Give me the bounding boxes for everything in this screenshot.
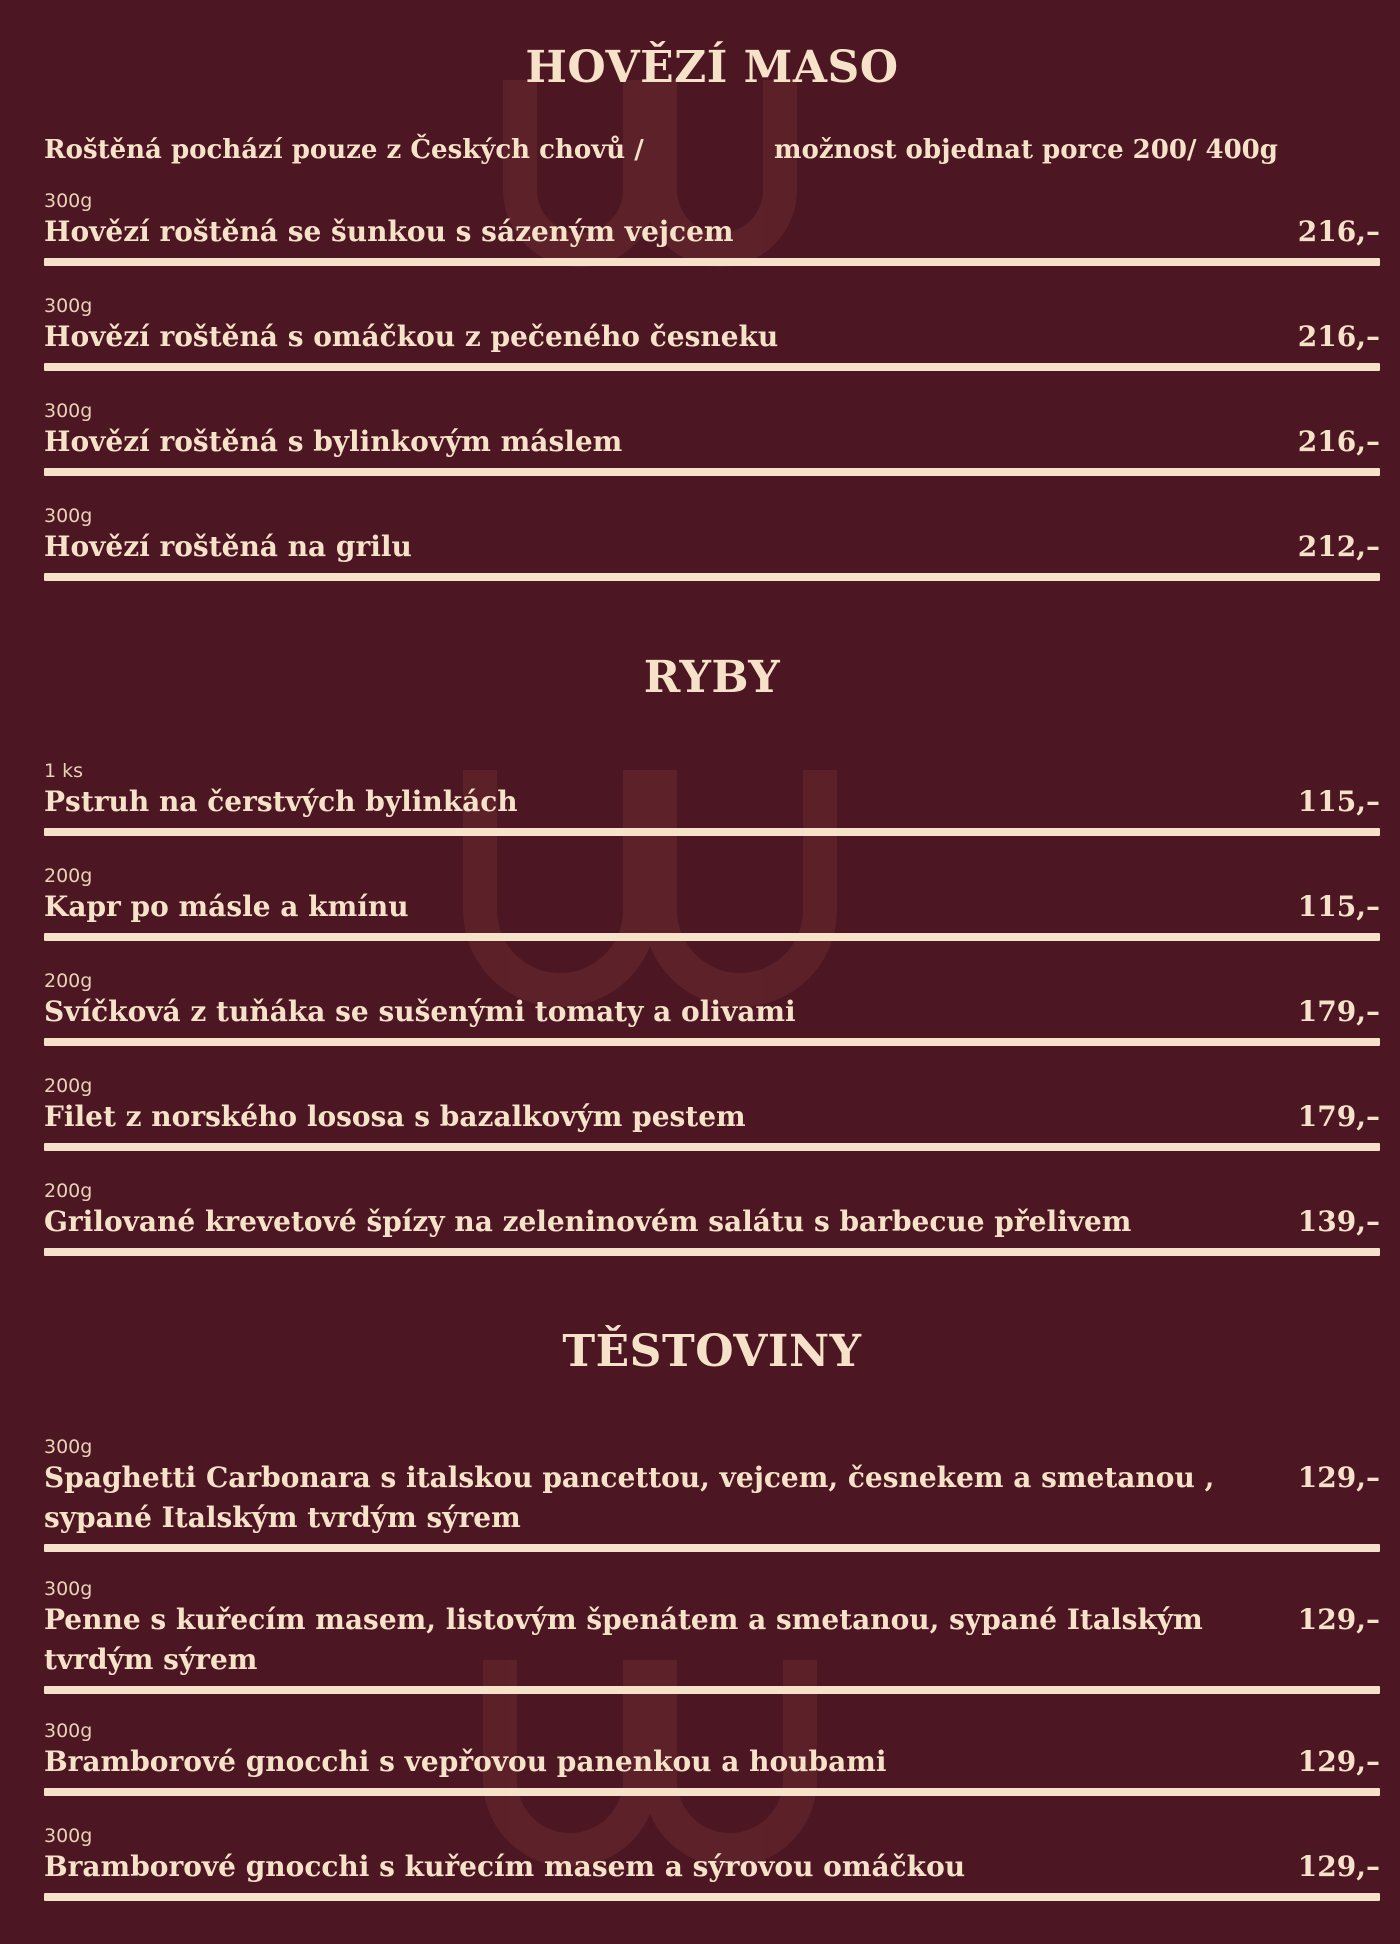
note-portions: možnost objednat porce 200/ 400g	[774, 135, 1278, 165]
divider	[44, 1893, 1380, 1901]
item-name: Penne s kuřecím masem, listovým špenátem a smetanou, sypané Italským tvrdým sýrem	[44, 1603, 1203, 1676]
item-portion: 1 ks	[44, 760, 84, 782]
divider	[44, 573, 1380, 581]
divider	[44, 1038, 1380, 1046]
section-title: RYBY	[643, 652, 781, 703]
item-portion: 300g	[44, 505, 93, 527]
item-portion: 300g	[44, 190, 93, 212]
item-price: 129,–	[1297, 1745, 1380, 1778]
item-price: 216,–	[1297, 215, 1380, 248]
item-portion: 200g	[44, 1075, 93, 1097]
divider	[44, 363, 1380, 371]
divider	[44, 1686, 1380, 1694]
menu-item	[44, 1180, 1380, 1256]
item-price: 129,–	[1297, 1461, 1380, 1494]
menu-item	[44, 1436, 1380, 1552]
divider	[44, 1788, 1380, 1796]
item-portion: 300g	[44, 1825, 93, 1847]
menu-item	[44, 505, 1380, 581]
item-name: Bramborové gnocchi s kuřecím masem a sýrovou omáčkou	[44, 1850, 966, 1883]
item-name: Hovězí roštěná s omáčkou z pečeného česneku	[44, 320, 779, 353]
menu-item	[44, 295, 1380, 371]
item-name: Grilované krevetové špízy na zeleninovém salátu s barbecue přelivem	[44, 1205, 1132, 1238]
menu-item	[44, 760, 1380, 836]
menu-item	[44, 865, 1380, 941]
item-price: 216,–	[1297, 320, 1380, 353]
item-price: 139,–	[1297, 1205, 1380, 1238]
divider	[44, 828, 1380, 836]
divider	[44, 1544, 1380, 1552]
item-price: 129,–	[1297, 1850, 1380, 1883]
menu-item	[44, 400, 1380, 476]
divider	[44, 933, 1380, 941]
divider	[44, 1143, 1380, 1151]
item-name: Hovězí roštěná s bylinkovým máslem	[44, 425, 623, 458]
item-portion: 200g	[44, 970, 93, 992]
item-name: Kapr po másle a kmínu	[44, 890, 409, 923]
section-title: TĚSTOVINY	[562, 1326, 862, 1377]
item-portion: 300g	[44, 295, 93, 317]
item-price: 115,–	[1297, 785, 1380, 818]
section-note	[44, 135, 1380, 171]
item-portion: 200g	[44, 865, 93, 887]
divider	[44, 258, 1380, 266]
menu-item	[44, 1075, 1380, 1151]
menu-item	[44, 970, 1380, 1046]
divider	[44, 1248, 1380, 1256]
menu-item	[44, 1578, 1380, 1694]
item-name: Spaghetti Carbonara s italskou pancettou, vejcem, česnekem a smetanou , sypané Italským tvrdým sýrem	[44, 1461, 1215, 1534]
item-portion: 300g	[44, 400, 93, 422]
menu-item	[44, 1825, 1380, 1901]
item-name: Bramborové gnocchi s vepřovou panenkou a houbami	[44, 1745, 887, 1778]
note-origin: Roštěná pochází pouze z Českých chovů /	[44, 135, 644, 165]
menu-item	[44, 1720, 1380, 1796]
item-price: 179,–	[1297, 995, 1380, 1028]
item-portion: 300g	[44, 1720, 93, 1742]
item-price: 212,–	[1297, 530, 1380, 563]
item-name: Hovězí roštěná se šunkou s sázeným vejcem	[44, 215, 734, 248]
item-price: 129,–	[1297, 1603, 1380, 1636]
section-title: HOVĚZÍ MASO	[525, 42, 899, 93]
section-beef	[44, 42, 1380, 171]
menu-item	[44, 190, 1380, 266]
item-price: 115,–	[1297, 890, 1380, 923]
item-portion: 300g	[44, 1436, 93, 1458]
item-portion: 200g	[44, 1180, 93, 1202]
item-price: 179,–	[1297, 1100, 1380, 1133]
divider	[44, 468, 1380, 476]
item-name: Svíčková z tuňáka se sušenými tomaty a olivami	[44, 995, 796, 1028]
item-name: Filet z norského lososa s bazalkovým pestem	[44, 1100, 746, 1133]
item-price: 216,–	[1297, 425, 1380, 458]
item-name: Pstruh na čerstvých bylinkách	[44, 785, 518, 818]
item-name: Hovězí roštěná na grilu	[44, 530, 412, 563]
item-portion: 300g	[44, 1578, 93, 1600]
